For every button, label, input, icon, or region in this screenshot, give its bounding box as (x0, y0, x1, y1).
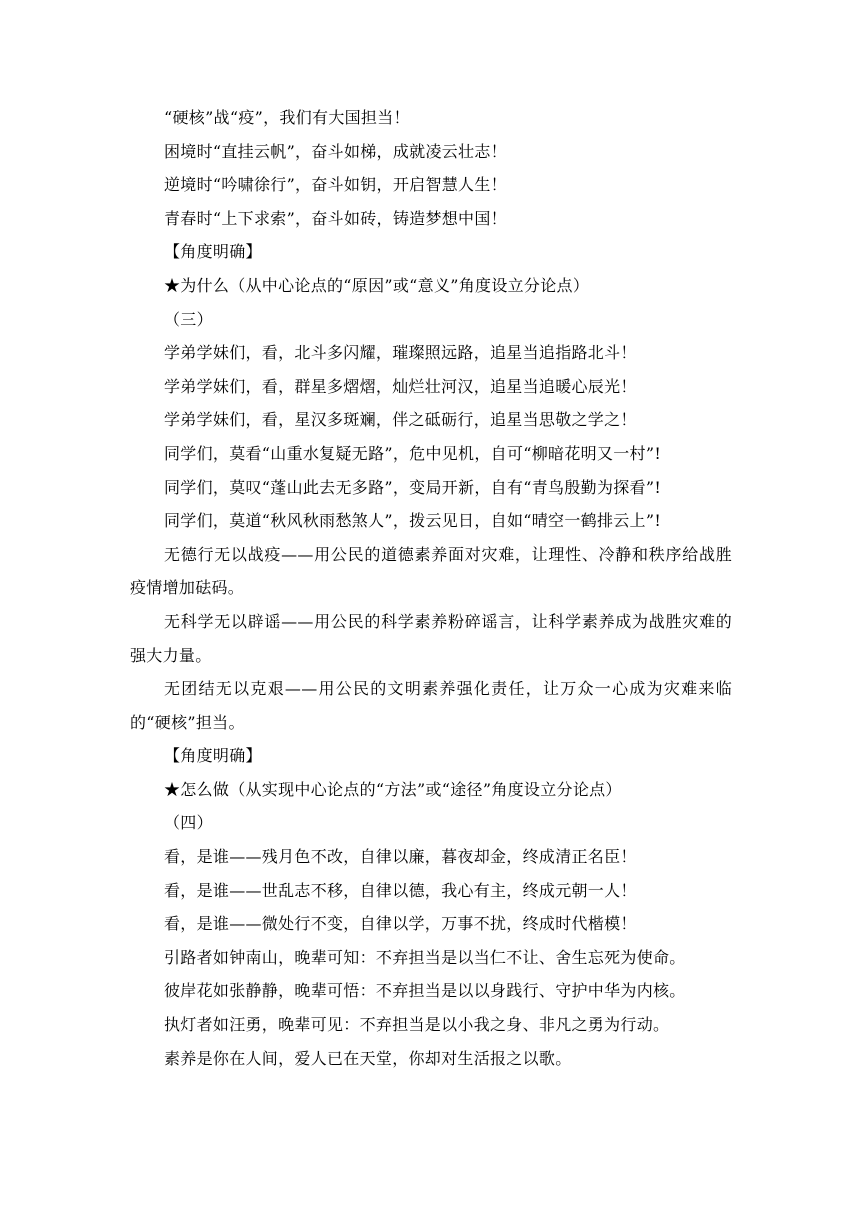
paragraph: 无科学无以辟谣——用公民的科学素养粉碎谣言，让科学素养成为战胜灾难的强大力量。 (130, 611, 732, 665)
text-line: 看，是谁——残月色不改，自律以廉，暮夜却金，终成清正名臣！ (164, 847, 637, 867)
angle-note: ★怎么做（从实现中心论点的“方法”或“途径”角度设立分论点） (164, 779, 622, 799)
text-line: 学弟学妹们，看，群星多熠熠，灿烂壮河汉，追星当追暖心辰光！ (164, 376, 637, 396)
text-line: 学弟学妹们，看，北斗多闪耀，璀璨照远路，追星当追指路北斗！ (164, 343, 637, 363)
text-line: 彼岸花如张静静，晚辈可悟：不弃担当是以以身践行、守护中华为内核。 (164, 981, 686, 1001)
text-line: 学弟学妹们，看，星汉多斑斓，伴之砥砺行，追星当思敬之学之！ (164, 410, 637, 430)
text-line: 青春时“上下求索”，奋斗如砖，铸造梦想中国！ (164, 208, 507, 228)
paragraph: 无德行无以战疫——用公民的道德素养面对灾难，让理性、冷静和秩序给战胜疫情增加砝码。 (130, 544, 732, 598)
text-line: 同学们，莫道“秋风秋雨愁煞人”，拨云见日，自如“晴空一鹤排云上”! (164, 511, 662, 531)
text-line: 素养是你在人间，爱人已在天堂，你却对生活报之以歌。 (164, 1048, 572, 1068)
text-line: 同学们，莫看“山重水复疑无路”，危中见机，自可“柳暗花明又一村”! (164, 443, 662, 463)
text-line: “硬核”战“疫”，我们有大国担当！ (164, 108, 410, 127)
text-line: 看，是谁——微处行不变，自律以学，万事不扰，终成时代楷模！ (164, 914, 637, 934)
text-line: 困境时“直挂云帆”，奋斗如梯，成就凌云壮志！ (164, 141, 507, 161)
text-line: 逆境时“吟啸徐行”，奋斗如钥，开启智慧人生！ (164, 175, 507, 195)
section-heading: 【角度明确】 (164, 242, 262, 262)
text-line: 引路者如钟南山，晚辈可知：不弃担当是以当仁不让、舍生忘死为使命。 (164, 947, 686, 967)
angle-note: ★为什么（从中心论点的“原因”或“意义”角度设立分论点） (164, 275, 590, 295)
section-number: （四） (164, 813, 213, 833)
text-line: 看，是谁——世乱志不移，自律以德，我心有主，终成元朝一人！ (164, 880, 637, 900)
section-heading: 【角度明确】 (164, 746, 262, 766)
text-line: 同学们，莫叹“蓬山此去无多路”，变局开新，自有“青鸟殷勤为探看”! (164, 477, 662, 497)
paragraph: 无团结无以克艰——用公民的文明素养强化责任，让万众一心成为灾难来临的“硬核”担当。 (130, 679, 732, 732)
text-line: 执灯者如汪勇，晚辈可见：不弃担当是以小我之身、非凡之勇为行动。 (164, 1015, 670, 1035)
section-number: （三） (164, 309, 213, 329)
document-body (130, 101, 732, 1075)
